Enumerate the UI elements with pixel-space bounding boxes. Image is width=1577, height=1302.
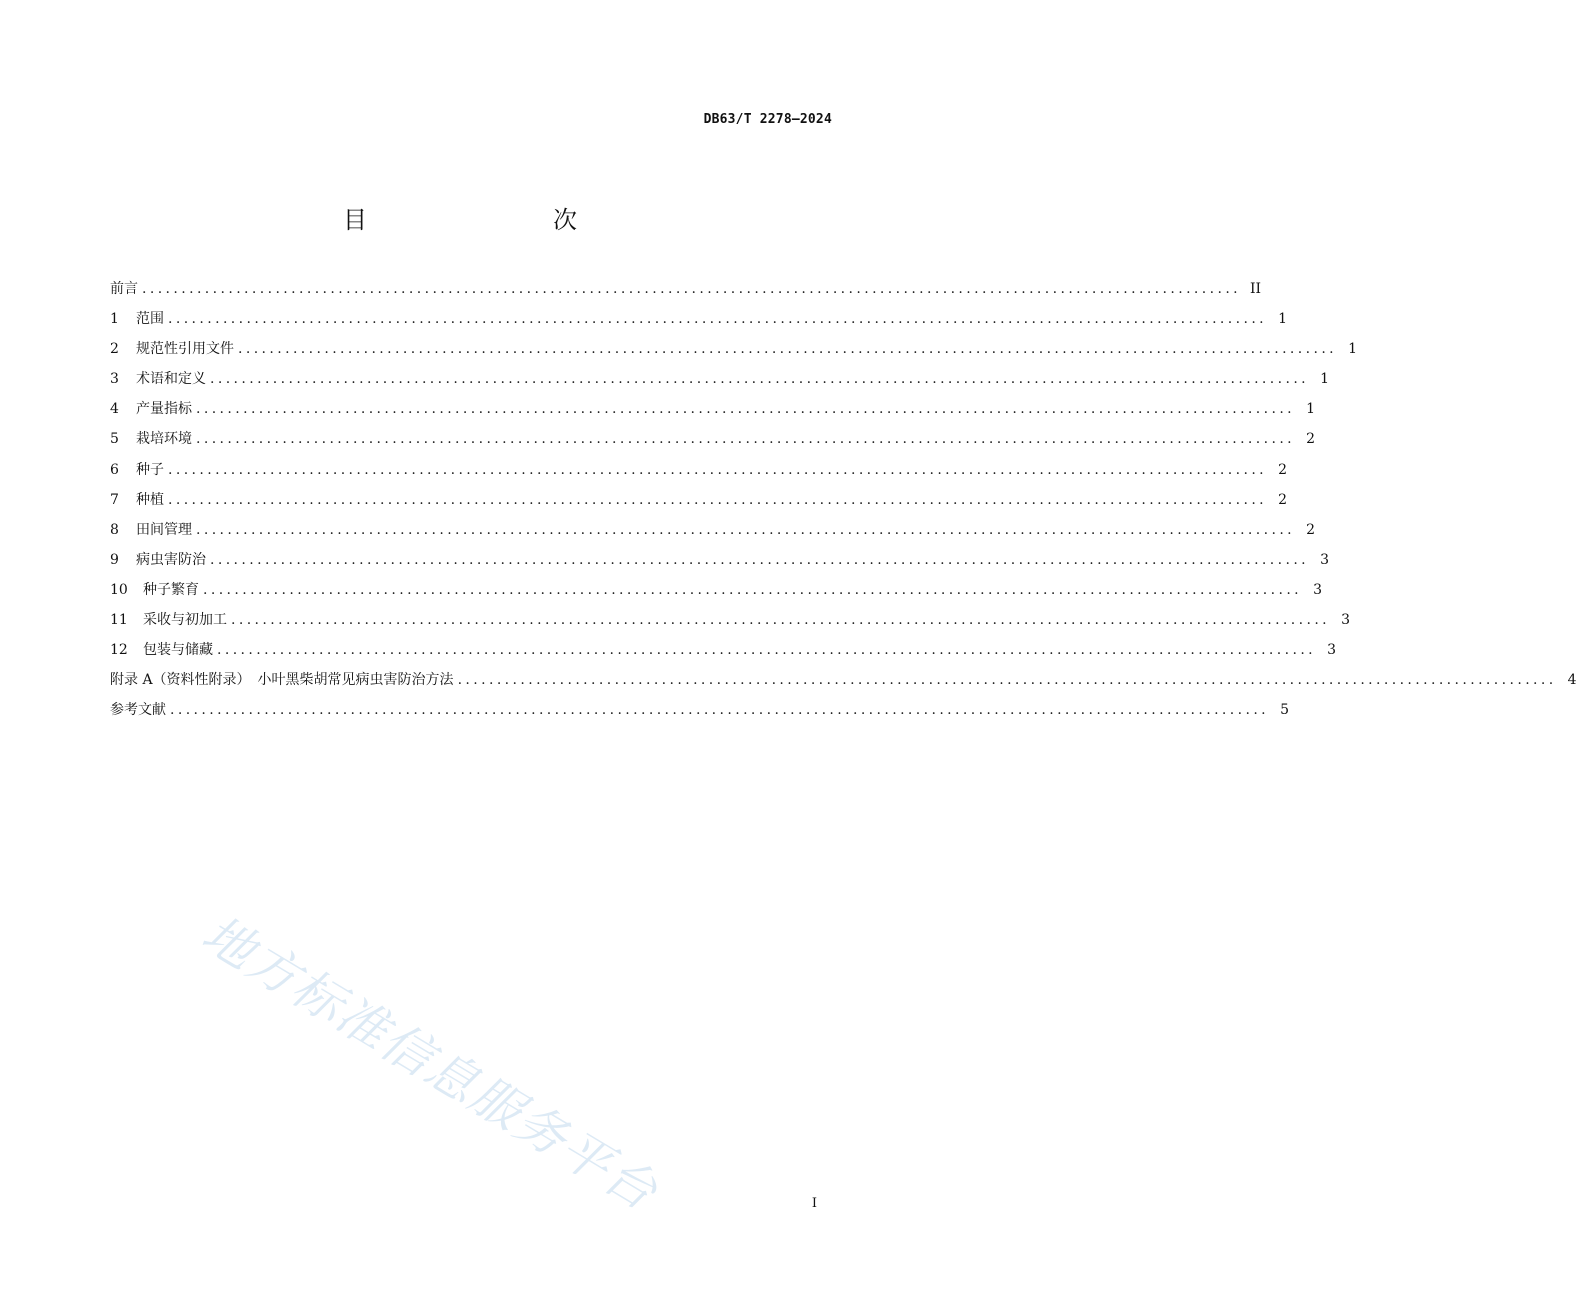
toc-entry[interactable] — [110, 609, 1351, 639]
toc-leader-dots: ............................................................................................................................................ — [457, 672, 1557, 689]
toc-entry-page: 2 — [1306, 521, 1316, 538]
toc-entry[interactable] — [110, 549, 1330, 579]
toc-entry-number: 10 — [110, 581, 128, 598]
toc-entry-page: 5 — [1280, 702, 1290, 719]
toc-entry[interactable] — [110, 699, 1290, 729]
toc-entry-page: 3 — [1341, 612, 1351, 629]
toc-leader-dots: ............................................................................................................................................ — [210, 551, 1310, 568]
table-of-contents — [110, 278, 1577, 729]
toc-entry-label: 栽培环境 — [136, 431, 192, 448]
toc-entry[interactable] — [110, 639, 1337, 669]
toc-entry[interactable] — [110, 398, 1316, 428]
toc-entry-page: 1 — [1348, 341, 1358, 358]
toc-entry-page: 2 — [1278, 491, 1288, 508]
toc-entry-page: 1 — [1306, 401, 1316, 418]
toc-entry-label: 术语和定义 — [136, 371, 206, 388]
toc-entry-page: 2 — [1278, 461, 1288, 478]
toc-entry[interactable] — [110, 579, 1323, 609]
toc-leader-dots: ............................................................................................................................................ — [168, 461, 1268, 478]
toc-entry-label: 范围 — [136, 311, 164, 328]
toc-entry-label: 产量指标 — [136, 401, 192, 418]
toc-leader-dots: ............................................................................................................................................ — [231, 612, 1331, 629]
toc-entry-label: 种子繁育 — [143, 581, 199, 598]
toc-entry-page: II — [1249, 281, 1262, 297]
toc-entry-number: 1 — [110, 311, 119, 328]
toc-entry[interactable] — [110, 368, 1330, 398]
toc-entry-number: 11 — [110, 612, 128, 629]
toc-entry-page: 2 — [1306, 431, 1316, 448]
toc-entry-page: 1 — [1320, 371, 1330, 388]
toc-entry-label: 采收与初加工 — [143, 612, 227, 629]
toc-entry-number: 5 — [110, 431, 119, 448]
toc-leader-dots: ............................................................................................................................................ — [203, 581, 1303, 598]
toc-leader-dots: ............................................................................................................................................ — [238, 341, 1338, 358]
toc-entry-label: 参考文献 — [110, 702, 166, 719]
toc-entry-number: 8 — [110, 521, 119, 538]
toc-entry-label: 病虫害防治 — [136, 551, 206, 568]
toc-entry-page: 3 — [1320, 551, 1330, 568]
standard-code: DB63/T 2278—2024 — [703, 112, 832, 127]
toc-entry-number: 12 — [110, 642, 128, 659]
toc-entry-label: 包装与储藏 — [143, 642, 213, 659]
toc-entry-number: 3 — [110, 371, 119, 388]
toc-entry[interactable] — [110, 459, 1288, 489]
toc-leader-dots: ............................................................................................................................................ — [168, 311, 1268, 328]
toc-entry[interactable] — [110, 338, 1358, 368]
toc-leader-dots: ............................................................................................................................................ — [196, 401, 1296, 418]
toc-entry[interactable] — [110, 669, 1577, 699]
toc-leader-dots: ............................................................................................................................................ — [210, 371, 1310, 388]
page-number: I — [811, 1196, 817, 1211]
toc-leader-dots: ............................................................................................................................................ — [168, 491, 1268, 508]
toc-entry[interactable] — [110, 519, 1316, 549]
toc-entry-number: 9 — [110, 551, 119, 568]
toc-entry-label: 种子 — [136, 461, 164, 478]
toc-entry-label: 种植 — [136, 491, 164, 508]
toc-entry-number: 4 — [110, 401, 119, 418]
toc-entry-label: 田间管理 — [136, 521, 192, 538]
toc-entry-label: 前言 — [110, 281, 138, 297]
toc-leader-dots: ............................................................................................................................................ — [196, 431, 1296, 448]
toc-entry-page: 4 — [1567, 672, 1577, 689]
toc-entry[interactable] — [110, 489, 1288, 519]
toc-leader-dots: ............................................................................................................................................ — [196, 521, 1296, 538]
toc-entry-page: 3 — [1313, 581, 1323, 598]
toc-entry[interactable] — [110, 278, 1262, 308]
watermark: 地方标准信息服务平台 — [192, 904, 669, 1222]
toc-entry-page: 1 — [1278, 311, 1288, 328]
toc-leader-dots: ............................................................................................................................................ — [142, 281, 1242, 297]
toc-leader-dots: ............................................................................................................................................ — [170, 702, 1270, 719]
toc-leader-dots: ............................................................................................................................................ — [217, 642, 1317, 659]
toc-entry-label: 附录 A（资料性附录） 小叶黑柴胡常见病虫害防治方法 — [110, 672, 454, 689]
toc-entry-number: 7 — [110, 491, 119, 508]
toc-entry-label: 规范性引用文件 — [136, 341, 234, 358]
page-title: 目 次 — [343, 206, 623, 234]
toc-entry[interactable] — [110, 308, 1288, 338]
toc-entry-number: 2 — [110, 341, 119, 358]
toc-entry-number: 6 — [110, 461, 119, 478]
toc-entry-page: 3 — [1327, 642, 1337, 659]
toc-entry[interactable] — [110, 428, 1316, 458]
